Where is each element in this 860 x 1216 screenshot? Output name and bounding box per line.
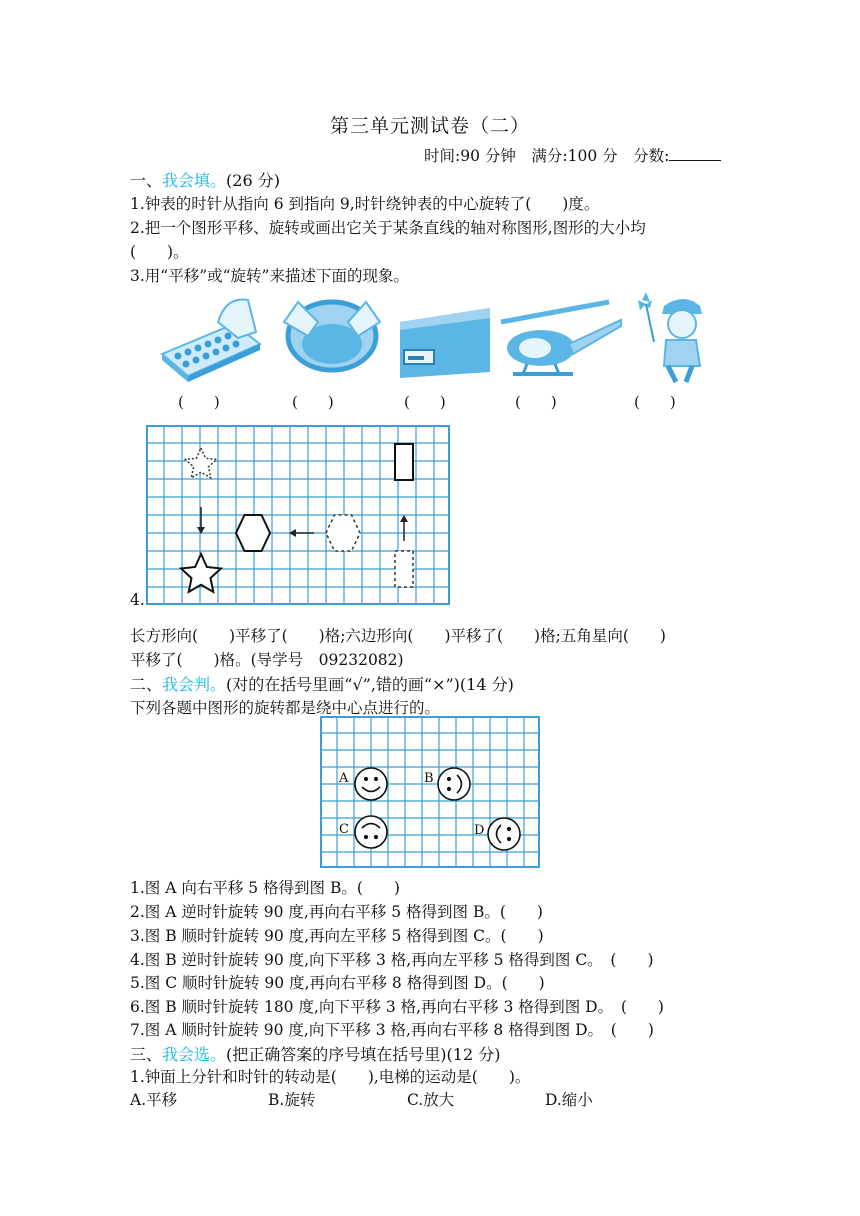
rotation-faces-grid [320, 716, 542, 870]
answer-paren-4[interactable]: ( ) [515, 393, 557, 411]
section-3-heading [130, 1042, 500, 1065]
question-1-4-number: 4. [130, 591, 145, 609]
face-a [355, 768, 387, 800]
option-a: A.平移 [130, 1091, 178, 1109]
face-c-label: C [339, 822, 349, 837]
face-d-label: D [474, 823, 485, 838]
question-1-4-line2: 平移了( )格。(导学号 09232082) [130, 651, 404, 669]
exam-meta [424, 144, 721, 166]
abacus-image [156, 292, 266, 382]
question-3-1: 1.钟面上分针和时针的转动是( ),电梯的运动是( )。 [130, 1068, 531, 1086]
section-3-instruction: (把正确答案的序号填在括号里)(12 分) [226, 1045, 501, 1064]
face-b-label: B [424, 771, 434, 786]
star-original-dashed [185, 448, 216, 478]
option-c: C.放大 [407, 1091, 455, 1109]
rectangle-translated [395, 444, 413, 480]
section-2-intro: 下列各题中图形的旋转都是绕中心点进行的。 [130, 699, 441, 717]
judge-item-5: 5.图 C 顺时针旋转 90 度,再向右平移 8 格得到图 D。( ) [130, 974, 545, 992]
section-2-heading [130, 672, 514, 695]
question-1-2-line2: ( )。 [130, 243, 189, 261]
section-2-title: 我会判。 [162, 675, 227, 694]
translation-grid [146, 425, 452, 607]
drawer-image [398, 306, 492, 380]
judge-item-6: 6.图 B 顺时针旋转 180 度,向下平移 3 格,再向右平移 3 格得到图 D。 ( ) [130, 998, 664, 1016]
page-title: 第三单元测试卷（二） [329, 115, 530, 137]
section-2-number: 二、 [130, 675, 163, 694]
rectangle-original-dashed [395, 551, 413, 587]
answer-paren-5[interactable]: ( ) [634, 393, 676, 411]
section-1-title: 我会填。 [162, 171, 227, 190]
face-d [488, 818, 520, 850]
section-1-number: 一、 [130, 171, 163, 190]
face-a-label: A [339, 771, 349, 786]
face-b [438, 768, 470, 800]
boy-with-pinwheel-image [630, 292, 710, 384]
section-2-instruction: (对的在括号里画“√”,错的画“×”)(14 分) [226, 675, 514, 694]
section-1-score: (26 分) [226, 171, 280, 190]
judge-item-3: 3.图 B 顺时针旋转 90 度,再向左平移 5 格得到图 C。( ) [130, 927, 544, 945]
answer-paren-1[interactable]: ( ) [178, 393, 220, 411]
face-c [355, 816, 387, 848]
score-blank[interactable] [669, 145, 721, 161]
judge-item-2: 2.图 A 逆时针旋转 90 度,再向右平移 5 格得到图 B。( ) [130, 903, 543, 921]
judge-item-1: 1.图 A 向右平移 5 格得到图 B。( ) [130, 879, 400, 897]
hexagon-original-dashed [326, 515, 360, 551]
answer-paren-2[interactable]: ( ) [292, 393, 334, 411]
star-translated [181, 554, 221, 592]
section-3-number: 三、 [130, 1045, 163, 1064]
judge-item-4: 4.图 B 逆时针旋转 90 度,向下平移 3 格,再向左平移 5 格得到图 C。 ( ) [130, 951, 654, 969]
question-1-1: 1.钟表的时针从指向 6 到指向 9,时针绕钟表的中心旋转了( )度。 [130, 195, 600, 213]
question-1-4-line1: 长方形向( )平移了( )格;六边形向( )平移了( )格;五角星向( ) [130, 627, 666, 645]
exam-meta-text: 时间:90 分钟 满分:100 分 分数: [424, 147, 670, 165]
section-3-title: 我会选。 [162, 1045, 227, 1064]
steering-wheel-image [278, 292, 384, 376]
question-1-2-line1: 2.把一个图形平移、旋转或画出它关于某条直线的轴对称图形,图形的大小均 [130, 219, 646, 237]
hexagon-translated [236, 515, 270, 551]
section-1-heading [130, 168, 280, 191]
option-b: B.旋转 [268, 1091, 316, 1109]
option-d: D.缩小 [545, 1091, 593, 1109]
judge-item-7: 7.图 A 顺时针旋转 90 度,向下平移 3 格,再向右平移 8 格得到图 D。 ( ) [130, 1021, 654, 1039]
question-1-3: 3.用“平移”或“旋转”来描述下面的现象。 [130, 267, 409, 285]
answer-paren-3[interactable]: ( ) [404, 393, 446, 411]
helicopter-image [497, 296, 625, 386]
